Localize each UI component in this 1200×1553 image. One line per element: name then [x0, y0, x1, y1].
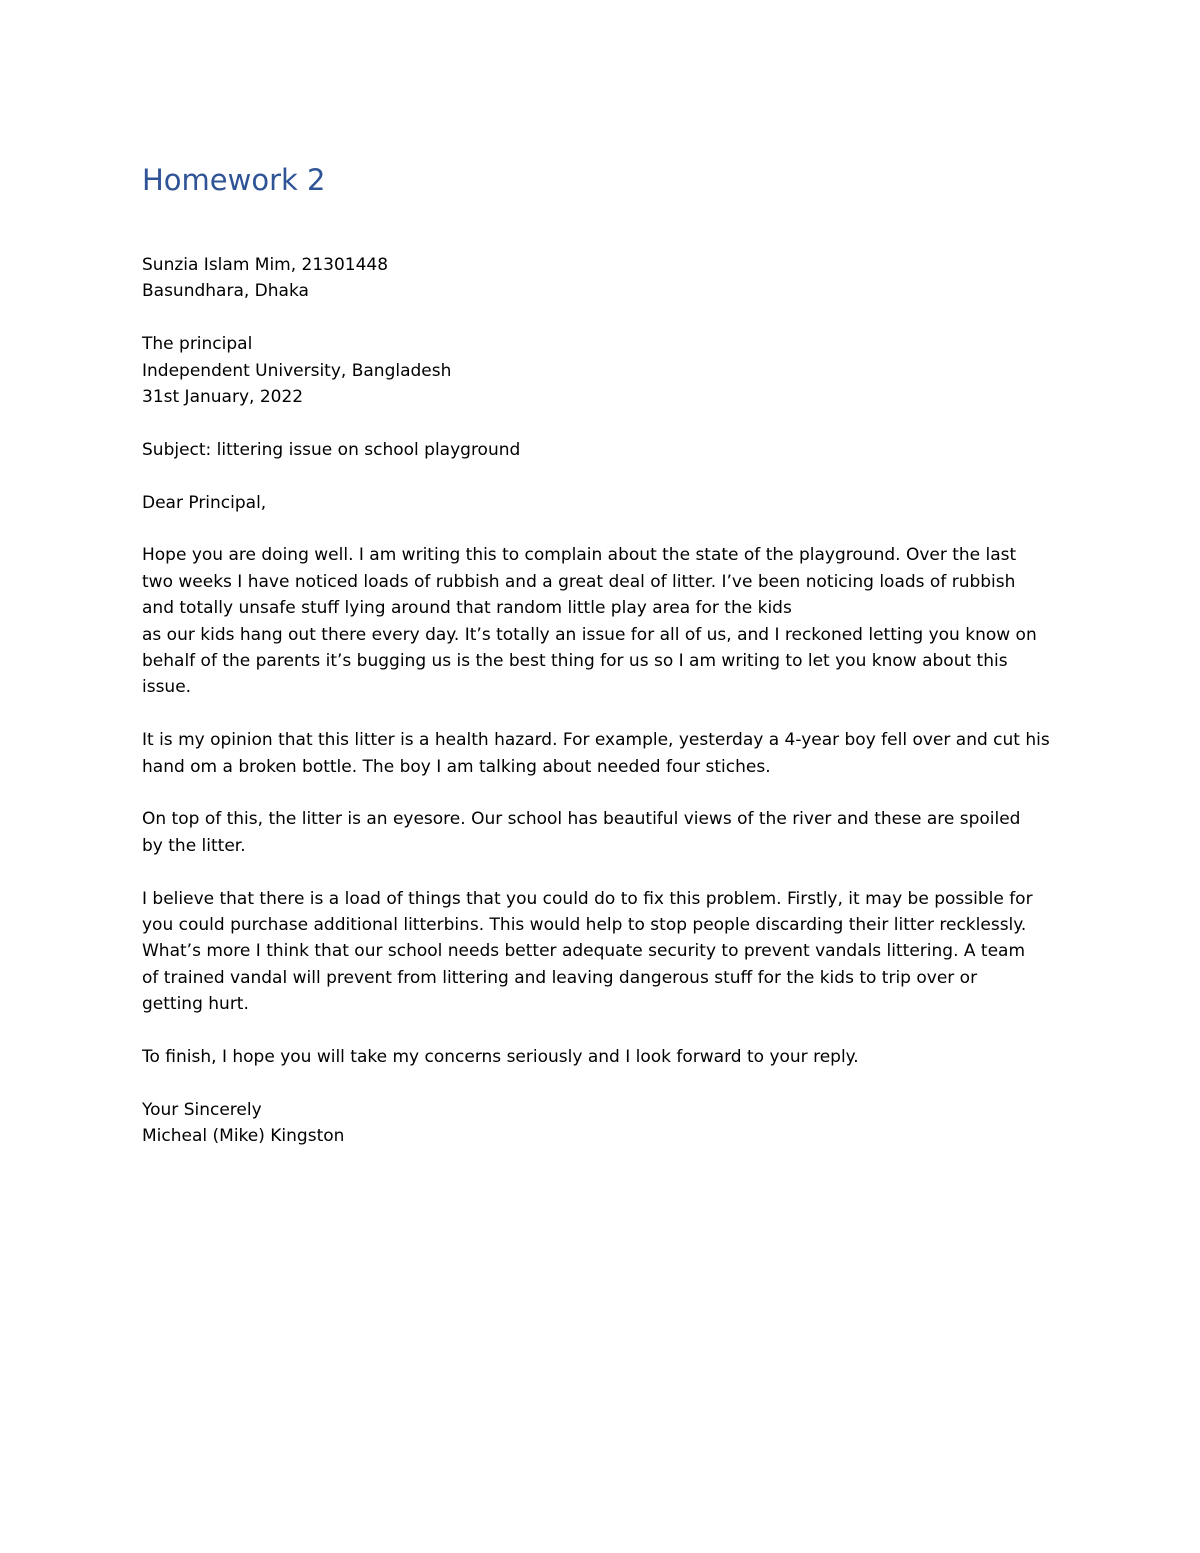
- letter-subject: Subject: littering issue on school playground: [142, 439, 521, 460]
- paragraph-5: [142, 1044, 1072, 1070]
- paragraph-line: I believe that there is a load of things that you could do to fix this problem. Firstly, it may be possible for: [142, 888, 1033, 909]
- paragraph-line: hand om a broken bottle. The boy I am talking about needed four stiches.: [142, 756, 771, 777]
- paragraph-line: getting hurt.: [142, 994, 249, 1015]
- paragraph-line: and totally unsafe stuff lying around that random little play area for the kids: [142, 598, 792, 619]
- paragraph-line: What’s more I think that our school needs better adequate security to prevent vandals littering. A team: [142, 941, 1026, 962]
- paragraph-line: To finish, I hope you will take my concerns seriously and I look forward to your reply.: [142, 1047, 859, 1068]
- paragraph-line: On top of this, the litter is an eyesore. Our school has beautiful views of the river and these are spoiled: [142, 809, 1021, 830]
- paragraph-line: two weeks I have noticed loads of rubbish and a great deal of litter. I’ve been noticing loads of rubbish: [142, 571, 1016, 592]
- recipient-institution: Independent University, Bangladesh: [142, 360, 452, 381]
- paragraph-line: you could purchase additional litterbins. This would help to stop people discarding their litter recklessly.: [142, 915, 1027, 936]
- paragraph-line: as our kids hang out there every day. It’s totally an issue for all of us, and I reckoned letting you know on: [142, 624, 1037, 645]
- letter-body: [142, 252, 1072, 1150]
- paragraph-2: [142, 727, 1072, 780]
- paragraph-1: [142, 542, 1072, 700]
- paragraph-3: [142, 806, 1072, 859]
- sender-name: Sunzia Islam Mim, 21301448: [142, 255, 389, 275]
- signature-name: Micheal (Mike) Kingston: [142, 1126, 345, 1147]
- paragraph-4: [142, 886, 1072, 1018]
- sender-address: Basundhara, Dhaka: [142, 281, 309, 302]
- paragraph-line: Hope you are doing well. I am writing this to complain about the state of the playground. Over the last: [142, 545, 1017, 566]
- paragraph-line: of trained vandal will prevent from littering and leaving dangerous stuff for the kids to trip over or: [142, 967, 978, 988]
- valediction: Your Sincerely: [142, 1099, 262, 1120]
- paragraph-line: It is my opinion that this litter is a health hazard. For example, yesterday a 4-year boy fell over and cut his: [142, 730, 1050, 751]
- document-title: Homework 2: [142, 163, 326, 197]
- salutation: Dear Principal,: [142, 492, 267, 513]
- paragraph-line: behalf of the parents it’s bugging us is the best thing for us so I am writing to let you know about this: [142, 651, 1008, 672]
- letter-date: 31st January, 2022: [142, 387, 304, 408]
- recipient-title: The principal: [142, 334, 253, 355]
- paragraph-line: by the litter.: [142, 835, 246, 856]
- paragraph-line: issue.: [142, 677, 192, 698]
